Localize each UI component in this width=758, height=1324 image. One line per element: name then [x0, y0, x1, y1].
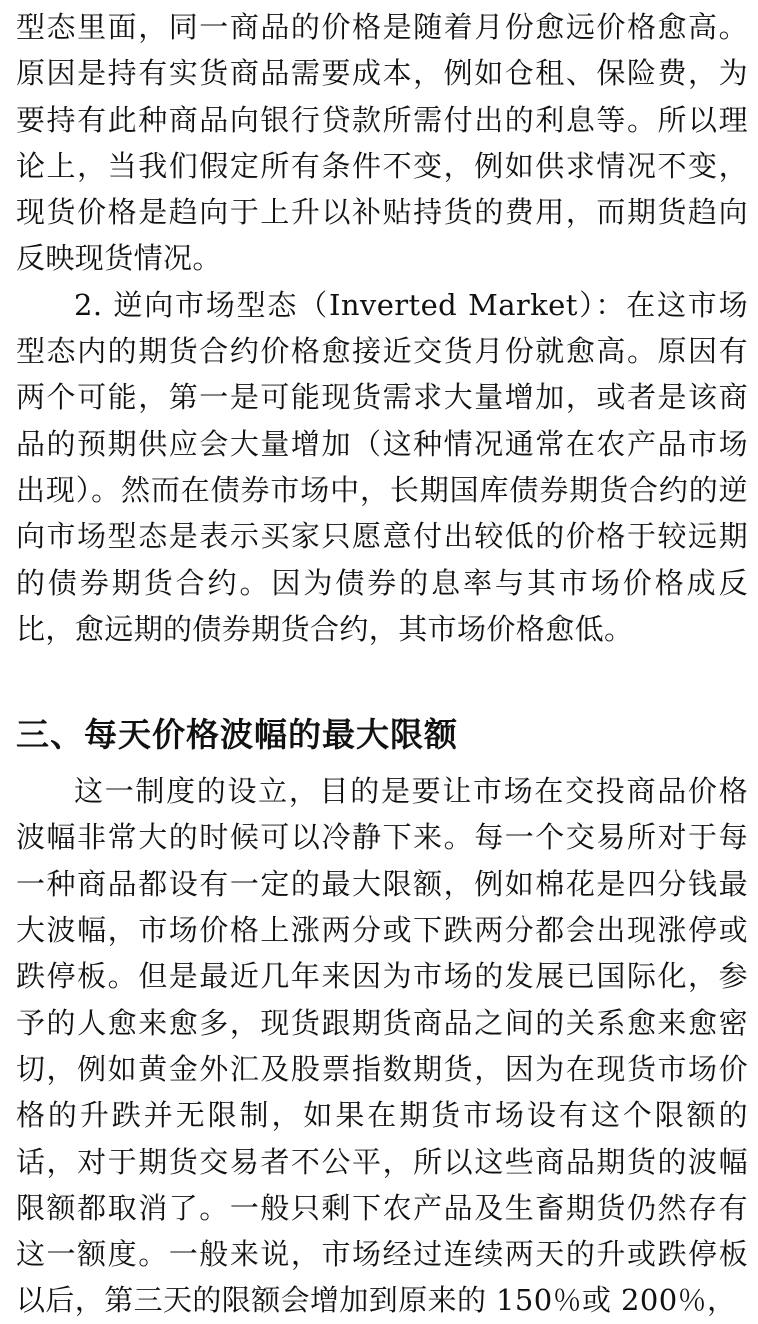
paragraph-inverted-market: 2. 逆向市场型态（Inverted Market）：在这市场型态内的期货合约价格愈接近交货月份就愈高。原因有两个可能，第一是可能现货需求大量增加，或者是该商品的预期供应会大量增加（这种情况通常在农产品市场出现）。然而在债券市场中，长期国库债券期货合约的逆向市场型态是表示买家只愿意付出较低的价格于较远期的债券期货合约。因为债券的息率与其市场价格成反比，愈远期的债券期货合约，其市场价格愈低。	[16, 287, 748, 646]
paragraph-contango-continued: 型态里面，同一商品的价格是随着月份愈远价格愈高。原因是持有实货商品需要成本，例如仓租、保险费，为要持有此种商品向银行贷款所需付出的利息等。所以理论上，当我们假定所有条件不变，例如供求情况不变，现货价格是趋向于上升以补贴持货的费用，而期货趋向反映现货情况。	[16, 10, 748, 276]
paragraph-daily-limit: 这一制度的设立，目的是要让市场在交投商品价格波幅非常大的时候可以冷静下来。每一个交易所对于每一种商品都设有一定的最大限额，例如棉花是四分钱最大波幅，市场价格上涨两分或下跌两分都会出现涨停或跌停板。但是最近几年来因为市场的发展已国际化，参予的人愈来愈多，现货跟期货商品之间的关系愈来愈密切，例如黄金外汇及股票指数期货，因为在现货市场价格的升跌并无限制，如果在期货市场设有这个限额的话，对于期货交易者不公平，所以这些商品期货的波幅限额都取消了。一般只剩下农产品及生畜期货仍然存有这一额度。一般来说，市场经过连续两天的升或跌停板以后，第三天的限额会增加到原来的 150％或 200％，	[16, 774, 748, 1318]
section-heading-daily-limit: 三、每天价格波幅的最大限额	[16, 715, 458, 755]
